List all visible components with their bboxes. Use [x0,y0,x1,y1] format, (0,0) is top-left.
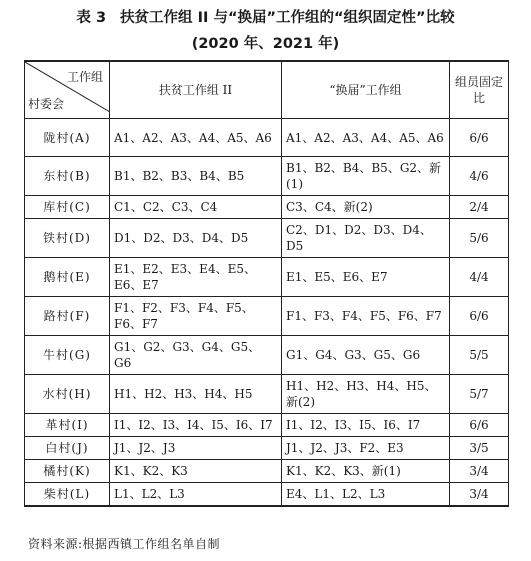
village-cell: 陇村(A) [25,119,110,157]
member-ratio-cell: 5/6 [450,219,509,258]
table-row [25,157,509,196]
table-row [25,460,509,483]
fupin-members-cell: F1、F2、F3、F4、F5、F6、F7 [110,297,282,336]
village-cell: 柴村(L) [25,483,110,507]
village-cell: 牛村(G) [25,336,110,375]
table-title [0,9,531,27]
member-ratio-cell: 3/4 [450,483,509,507]
fupin-members-cell: J1、J2、J3 [110,437,282,460]
fupin-members-cell: I1、I2、I3、I4、I5、I6、I7 [110,414,282,437]
table-row [25,258,509,297]
huanjie-members-cell: G1、G4、G3、G5、G6 [282,336,450,375]
table-row [25,297,509,336]
huanjie-members-cell: E1、E5、E6、E7 [282,258,450,297]
table-row [25,483,509,507]
header-fupin-group: 扶贫工作组 II [110,61,282,119]
member-ratio-cell: 4/6 [450,157,509,196]
member-ratio-cell: 6/6 [450,119,509,157]
table-header-row [25,61,509,119]
member-ratio-cell: 6/6 [450,414,509,437]
huanjie-members-cell: E4、L1、L2、L3 [282,483,450,507]
table-row [25,375,509,414]
member-ratio-cell: 5/7 [450,375,509,414]
huanjie-members-cell: I1、I2、I3、I5、I6、I7 [282,414,450,437]
fupin-members-cell: D1、D2、D3、D4、D5 [110,219,282,258]
fupin-members-cell: C1、C2、C3、C4 [110,196,282,219]
table-row [25,119,509,157]
village-cell: 库村(C) [25,196,110,219]
header-member-ratio: 组员固定比 [450,61,509,119]
member-ratio-cell: 4/4 [450,258,509,297]
huanjie-members-cell: H1、H2、H3、H4、H5、新(2) [282,375,450,414]
huanjie-members-cell: K1、K2、K3、新(1) [282,460,450,483]
huanjie-members-cell: J1、J2、J3、F2、E3 [282,437,450,460]
fupin-members-cell: B1、B2、B3、B4、B5 [110,157,282,196]
village-cell: 橘村(K) [25,460,110,483]
member-ratio-cell: 6/6 [450,297,509,336]
village-cell: 白村(J) [25,437,110,460]
member-ratio-cell: 2/4 [450,196,509,219]
table-number: 表 3 [76,10,107,26]
source-note: 资料来源:根据西镇工作组名单自制 [28,537,221,551]
village-cell: 东村(B) [25,157,110,196]
header-huanjie-group: “换届”工作组 [282,61,450,119]
huanjie-members-cell: C3、C4、新(2) [282,196,450,219]
table-row [25,437,509,460]
table-row [25,336,509,375]
huanjie-members-cell: A1、A2、A3、A4、A5、A6 [282,119,450,157]
header-corner-cell [25,61,110,119]
huanjie-members-cell: C2、D1、D2、D3、D4、D5 [282,219,450,258]
table-row [25,219,509,258]
table-row [25,414,509,437]
huanjie-members-cell: B1、B2、B4、B5、G2、新(1) [282,157,450,196]
table-body [25,119,509,507]
fupin-members-cell: K1、K2、K3 [110,460,282,483]
comparison-table [24,60,509,507]
fupin-members-cell: A1、A2、A3、A4、A5、A6 [110,119,282,157]
fupin-members-cell: E1、E2、E3、E4、E5、E6、E7 [110,258,282,297]
village-cell: 水村(H) [25,375,110,414]
huanjie-members-cell: F1、F3、F4、F5、F6、F7 [282,297,450,336]
member-ratio-cell: 3/5 [450,437,509,460]
fupin-members-cell: G1、G2、G3、G4、G5、G6 [110,336,282,375]
village-cell: 鹅村(E) [25,258,110,297]
table-title-text: 扶贫工作组 II 与“换届”工作组的“组织固定性”比较 [120,10,455,26]
fupin-members-cell: H1、H2、H3、H4、H5 [110,375,282,414]
header-workgroup-label: 工作组 [66,70,103,84]
table-subtitle: (2020 年、2021 年) [191,36,340,52]
table-row [25,196,509,219]
village-cell: 路村(F) [25,297,110,336]
village-cell: 铁村(D) [25,219,110,258]
fupin-members-cell: L1、L2、L3 [110,483,282,507]
member-ratio-cell: 5/5 [450,336,509,375]
member-ratio-cell: 3/4 [450,460,509,483]
village-cell: 革村(I) [25,414,110,437]
header-village-label: 村委会 [28,97,65,111]
